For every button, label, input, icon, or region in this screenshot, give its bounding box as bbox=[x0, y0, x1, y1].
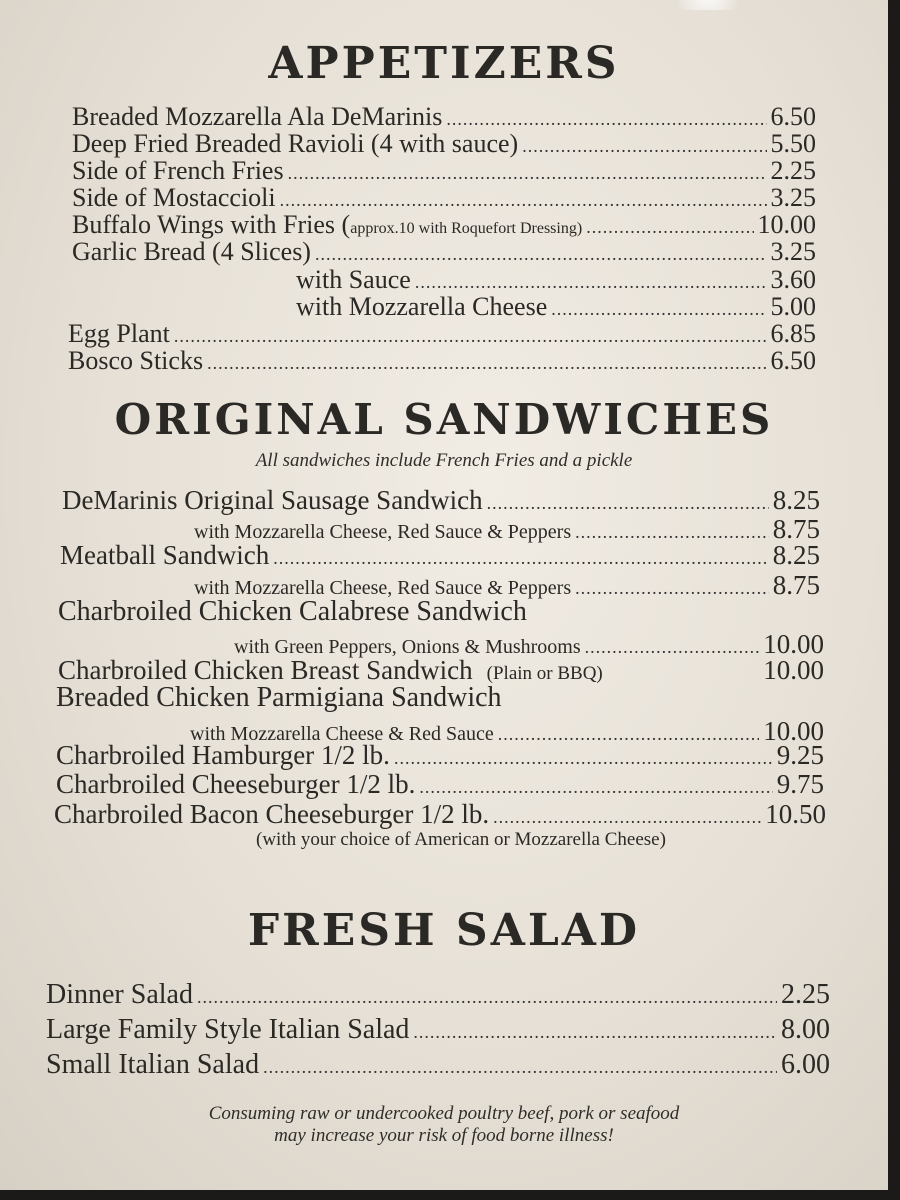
item-name: Breaded Chicken Parmigiana Sandwich bbox=[56, 682, 502, 713]
item-name: Side of Mostaccioli bbox=[72, 183, 276, 212]
menu-frame-edge bbox=[888, 0, 900, 1200]
sandwiches-subtitle: All sandwiches include French Fries and a pickle bbox=[255, 450, 633, 471]
dot-leader bbox=[586, 214, 753, 241]
item-name: DeMarinis Original Sausage Sandwich bbox=[62, 485, 483, 515]
item-price: 9.75 bbox=[776, 769, 824, 799]
item-price: 8.75 bbox=[772, 570, 820, 600]
dot-leader bbox=[522, 133, 766, 160]
dot-leader bbox=[487, 489, 769, 517]
item-name: with Mozzarella Cheese, Red Sauce & Peppers bbox=[194, 521, 572, 543]
item-price: 3.25 bbox=[770, 183, 816, 212]
item-price: 3.60 bbox=[770, 265, 816, 294]
item-note: approx.10 with Roquefort Dressing) bbox=[350, 220, 583, 237]
light-glare bbox=[678, 0, 738, 10]
menu-item bbox=[68, 347, 816, 377]
dot-leader bbox=[263, 1052, 777, 1082]
item-price: 8.00 bbox=[781, 1014, 830, 1045]
menu-item bbox=[72, 238, 816, 268]
dot-leader bbox=[551, 296, 766, 323]
item-name: Egg Plant bbox=[68, 319, 170, 348]
item-name: Charbroiled Chicken Calabrese Sandwich bbox=[58, 596, 527, 627]
menu-item bbox=[56, 741, 824, 772]
salad-heading: FRESH SALAD bbox=[247, 905, 641, 956]
item-price: 6.85 bbox=[770, 319, 816, 348]
menu-item bbox=[296, 293, 816, 323]
dot-leader bbox=[315, 241, 767, 268]
warning-line: may increase your risk of food borne illness! bbox=[274, 1125, 614, 1146]
item-price: 3.25 bbox=[770, 237, 816, 266]
item-name: Charbroiled Chicken Breast Sandwich bbox=[58, 655, 473, 685]
dot-leader bbox=[493, 803, 761, 831]
item-price: 10.00 bbox=[763, 655, 824, 685]
menu-item bbox=[46, 980, 830, 1012]
item-price: 8.25 bbox=[772, 485, 820, 515]
item-price: 10.50 bbox=[765, 799, 826, 829]
sandwiches-heading: ORIGINAL SANDWICHES bbox=[114, 395, 774, 444]
item-price: 10.00 bbox=[763, 629, 824, 659]
dot-leader bbox=[419, 773, 772, 801]
item-name: Dinner Salad bbox=[46, 979, 193, 1010]
item-note: (Plain or BBQ) bbox=[486, 663, 603, 684]
item-name: with Mozzarella Cheese, Red Sauce & Peppers bbox=[194, 577, 572, 599]
menu-item bbox=[60, 541, 820, 572]
item-price: 6.50 bbox=[770, 102, 816, 131]
item-name: Charbroiled Hamburger 1/2 lb. bbox=[56, 740, 390, 770]
menu-item bbox=[56, 770, 824, 801]
item-name: Charbroiled Cheeseburger 1/2 lb. bbox=[56, 769, 416, 799]
item-name: with Mozzarella Cheese & Red Sauce bbox=[190, 723, 494, 745]
dot-leader bbox=[197, 982, 777, 1012]
item-name: Breaded Mozzarella Ala DeMarinis bbox=[72, 102, 443, 131]
menu-item bbox=[46, 1050, 830, 1082]
item-name: Buffalo Wings with Fries ( bbox=[72, 210, 351, 239]
item-price: 8.75 bbox=[772, 514, 820, 544]
item-name: Side of French Fries bbox=[72, 156, 284, 185]
item-name: Charbroiled Bacon Cheeseburger 1/2 lb. bbox=[54, 799, 490, 829]
dot-leader bbox=[207, 350, 766, 377]
item-name: with Sauce bbox=[296, 265, 411, 294]
dot-leader bbox=[174, 323, 767, 350]
item-price: 5.50 bbox=[770, 129, 816, 158]
warning-line: Consuming raw or undercooked poultry beef, pork or seafood bbox=[208, 1103, 680, 1124]
item-price: 8.25 bbox=[772, 540, 820, 570]
menu-item bbox=[62, 486, 820, 517]
item-note: (with your choice of American or Mozzarella Cheese) bbox=[256, 829, 666, 850]
item-price: 9.25 bbox=[776, 740, 824, 770]
item-price: 2.25 bbox=[770, 156, 816, 185]
menu-item bbox=[54, 800, 826, 831]
dot-leader bbox=[394, 744, 773, 772]
dot-leader bbox=[288, 160, 767, 187]
item-name: Garlic Bread (4 Slices) bbox=[72, 237, 311, 266]
item-price: 6.00 bbox=[781, 1049, 830, 1080]
dot-leader bbox=[273, 544, 769, 572]
dot-leader bbox=[280, 187, 767, 214]
item-price: 10.00 bbox=[757, 210, 816, 239]
item-name: with Green Peppers, Onions & Mushrooms bbox=[234, 636, 581, 658]
item-name: Small Italian Salad bbox=[46, 1049, 260, 1080]
dot-leader bbox=[575, 574, 769, 602]
appetizers-heading: APPETIZERS bbox=[268, 38, 620, 89]
item-name: Meatball Sandwich bbox=[60, 540, 270, 570]
item-name: with Mozzarella Cheese bbox=[296, 292, 548, 321]
item-price: 5.00 bbox=[770, 292, 816, 321]
health-warning bbox=[0, 1103, 888, 1147]
menu-frame-edge bbox=[0, 1190, 900, 1200]
menu-item bbox=[46, 1015, 830, 1047]
item-name: Deep Fried Breaded Ravioli (4 with sauce) bbox=[72, 129, 519, 158]
item-price: 2.25 bbox=[781, 979, 830, 1010]
item-name: Bosco Sticks bbox=[68, 346, 204, 375]
item-price: 10.00 bbox=[763, 716, 824, 746]
item-price: 6.50 bbox=[770, 346, 816, 375]
dot-leader bbox=[413, 1017, 777, 1047]
item-name: Large Family Style Italian Salad bbox=[46, 1014, 410, 1045]
